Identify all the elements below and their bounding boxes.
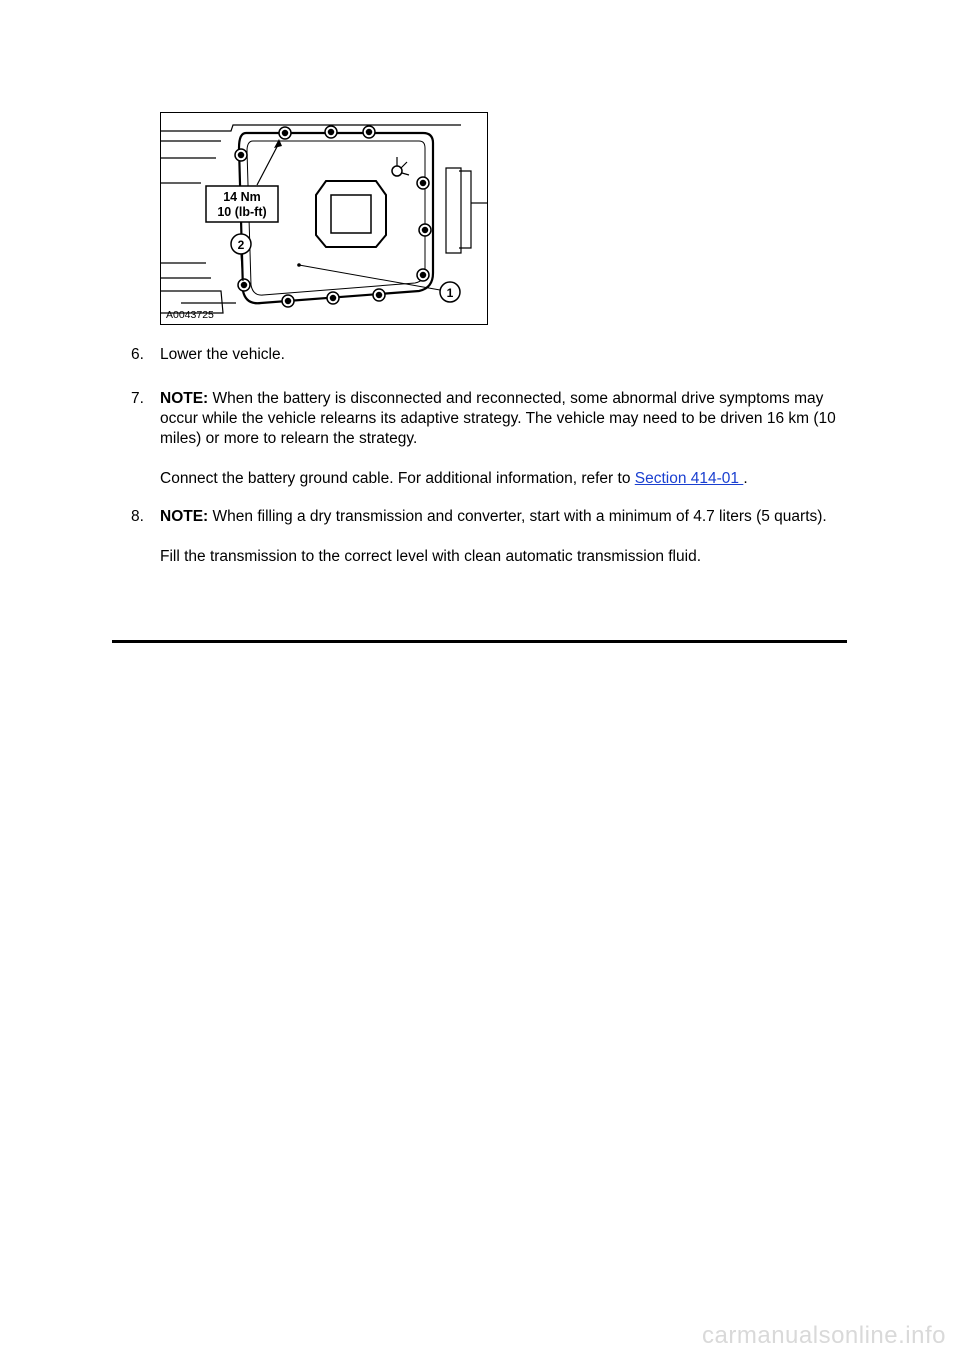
note-text: When filling a dry transmission and converter, start with a minimum of 4.7 liters (5 quarts). [208, 508, 827, 525]
step-action [160, 469, 841, 489]
step-number: 6. [131, 346, 144, 363]
section-divider [112, 640, 847, 643]
callout-1-text: 1 [446, 286, 454, 300]
step-6 [131, 345, 841, 365]
action-text: Fill the transmission to the correct level with clean automatic transmission fluid. [160, 548, 701, 565]
torque-nm-text: 14 Nm [223, 190, 261, 204]
step-text: Lower the vehicle. [160, 346, 285, 363]
step-number: 7. [131, 390, 144, 407]
note-label: NOTE: [160, 390, 209, 407]
watermark: carmanualsonline.info [702, 1322, 946, 1349]
step-note [160, 389, 841, 449]
note-label: NOTE: [160, 508, 209, 525]
step-action [160, 547, 841, 567]
step-7 [131, 389, 841, 489]
step-note [160, 507, 841, 527]
note-text: When the battery is disconnected and reconnected, some abnormal drive symptoms may occur while the vehicle relearns its adaptive strategy. The vehicle may need to be driven 16 km (10 miles) or more to relearn the strategy. [160, 390, 836, 447]
transmission-pan-illustration [160, 112, 488, 325]
pan-center-boss [316, 181, 386, 247]
action-text: Connect the battery ground cable. For additional information, refer to [160, 470, 635, 487]
figure-id-label: A0043725 [166, 309, 214, 321]
step-number: 8. [131, 508, 144, 525]
section-414-01-link[interactable]: Section 414-01 [634, 470, 744, 487]
torque-lbft-text: 10 (lb-ft) [217, 205, 267, 219]
action-suffix: . [743, 470, 748, 487]
step-8 [131, 507, 841, 567]
callout-2-text: 2 [237, 238, 245, 252]
transmission-pan-drawing [161, 113, 487, 324]
